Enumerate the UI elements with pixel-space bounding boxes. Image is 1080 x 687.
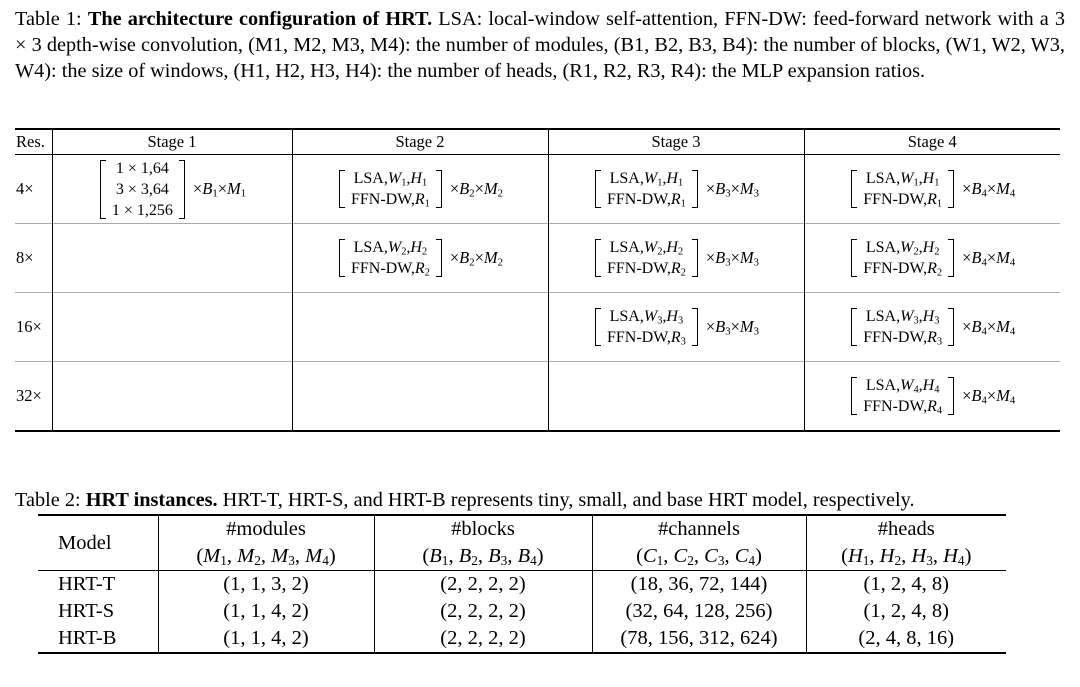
stage-cell (804, 293, 1060, 362)
table-row (38, 598, 1006, 625)
table-row (15, 224, 1060, 293)
multiplier: $\times B_4\times M_4$ (962, 386, 1016, 407)
table2-label: Table 2: (15, 489, 81, 511)
table2-caption (15, 487, 1065, 513)
multiplier: $\times B_2\times M_2$ (449, 248, 504, 269)
heads-cell: (2, 4, 8, 16) (858, 627, 955, 649)
modules-cell: (1, 1, 3, 2) (158, 571, 374, 599)
multiplier: $\times B_2\times M_2$ (449, 179, 504, 200)
stem-line: 1 × 1,64 (115, 159, 169, 177)
empty-cell (292, 293, 548, 362)
multiplier: $\times B_4\times M_4$ (962, 179, 1016, 200)
table-row (38, 625, 1006, 653)
stage-cell (292, 224, 548, 293)
table1-caption (15, 6, 1065, 84)
table2-header-row (38, 515, 1006, 543)
stem-line: 1 × 1,256 (111, 201, 173, 219)
block-config: $LSA,W_3,H_3$ FFN-$DW,R_3$ (593, 306, 700, 348)
modules-cell: (1, 1, 4, 2) (158, 625, 374, 653)
block-config: $LSA,W_2,H_2$ FFN-$DW,R_2$ (593, 237, 700, 279)
table1-title: The architecture configuration of HRT. (87, 8, 433, 30)
empty-cell (52, 293, 292, 362)
blocks-cell: (2, 2, 2, 2) (374, 625, 592, 653)
table1-caption-text: LSA: local-window self-attention, FFN-DW: feed-forward network with a 3 × 3 depth-wise convolution, (M1, M2, M3, M4): the number of modules, (B1, B2, B3, B4): the number of blocks, (W1, W2, W3, W4): the size of windows, (H1, H2, H3, H4): the number of heads, (R1, R2, R3, R4): the MLP expansion ratios. (15, 8, 1065, 82)
multiplier: $\times B_4\times M_4$ (962, 317, 1016, 338)
multiplier: $\times B_1\times M_1$ (192, 179, 247, 200)
instances-table (38, 514, 1006, 654)
channels-cell: (78, 156, 312, 624) (592, 625, 806, 653)
stage4-header: Stage 4 (907, 132, 957, 151)
table2-subheader-row (38, 543, 1006, 571)
empty-cell (548, 362, 804, 432)
res-cell: 16× (15, 293, 52, 362)
stage-cell (804, 362, 1060, 432)
model-cell: HRT-T (38, 571, 158, 599)
modules-subheader: ($M_1$, $M_2$, $M_3$, $M_4$) (158, 543, 374, 571)
stage-cell (804, 155, 1060, 224)
table-row (15, 293, 1060, 362)
stage2-header: Stage 2 (292, 129, 548, 155)
stem-line: 3 × 3,64 (115, 180, 169, 198)
stage-cell (804, 224, 1060, 293)
res-cell: 4× (15, 155, 52, 224)
table2-caption-text: HRT-T, HRT-S, and HRT-B represents tiny, small, and base HRT model, respectively. (222, 489, 915, 511)
stage-cell (292, 155, 548, 224)
stage1-header: Stage 1 (52, 129, 292, 155)
res-header: Res. (15, 129, 52, 155)
modules-cell: (1, 1, 4, 2) (158, 598, 374, 625)
stage-cell (548, 155, 804, 224)
model-cell: HRT-B (38, 625, 158, 653)
stage-cell (548, 224, 804, 293)
block-config: $LSA,W_3,H_3$ FFN-$DW,R_3$ (849, 306, 956, 348)
block-config: $LSA,W_1,H_1$ FFN-$DW,R_1$ (849, 168, 956, 210)
stage3-header: Stage 3 (548, 129, 804, 155)
blocks-cell: (2, 2, 2, 2) (374, 571, 592, 599)
stem-cell (52, 155, 292, 224)
block-config: $LSA,W_1,H_1$ FFN-$DW,R_1$ (593, 168, 700, 210)
multiplier: $\times B_3\times M_3$ (705, 179, 760, 200)
heads-cell: (1, 2, 4, 8) (863, 600, 949, 622)
table-row (15, 155, 1060, 224)
table-row (15, 362, 1060, 432)
model-header: Model (38, 515, 158, 571)
blocks-header: #blocks (374, 515, 592, 543)
heads-subheader: ($H_1$, $H_2$, $H_3$, $H_4$) (841, 545, 972, 568)
architecture-table (15, 128, 1060, 432)
blocks-cell: (2, 2, 2, 2) (374, 598, 592, 625)
stage-cell (548, 293, 804, 362)
channels-cell: (18, 36, 72, 144) (592, 571, 806, 599)
block-config: $LSA,W_4,H_4$ FFN-$DW,R_4$ (849, 375, 956, 417)
model-cell: HRT-S (38, 598, 158, 625)
multiplier: $\times B_4\times M_4$ (962, 248, 1016, 269)
stem-block (98, 158, 187, 221)
block-config: $LSA,W_2,H_2$ FFN-$DW,R_2$ (849, 237, 956, 279)
table1-header-row (15, 129, 1060, 155)
multiplier: $\times B_3\times M_3$ (705, 317, 760, 338)
empty-cell (52, 362, 292, 432)
blocks-subheader: ($B_1$, $B_2$, $B_3$, $B_4$) (374, 543, 592, 571)
block-config: $LSA,W_2,H_2$ FFN-$DW,R_2$ (337, 237, 444, 279)
channels-header: #channels (592, 515, 806, 543)
heads-cell: (1, 2, 4, 8) (863, 573, 949, 595)
table1-label: Table 1: (15, 8, 82, 30)
channels-subheader: ($C_1$, $C_2$, $C_3$, $C_4$) (592, 543, 806, 571)
empty-cell (52, 224, 292, 293)
res-cell: 32× (15, 362, 52, 432)
res-cell: 8× (15, 224, 52, 293)
multiplier: $\times B_3\times M_3$ (705, 248, 760, 269)
table2-title: HRT instances. (85, 489, 218, 511)
block-config: $LSA,W_1,H_1$ FFN-$DW,R_1$ (337, 168, 444, 210)
channels-cell: (32, 64, 128, 256) (592, 598, 806, 625)
empty-cell (292, 362, 548, 432)
heads-header: #heads (877, 518, 935, 540)
table-row (38, 571, 1006, 599)
modules-header: #modules (158, 515, 374, 543)
